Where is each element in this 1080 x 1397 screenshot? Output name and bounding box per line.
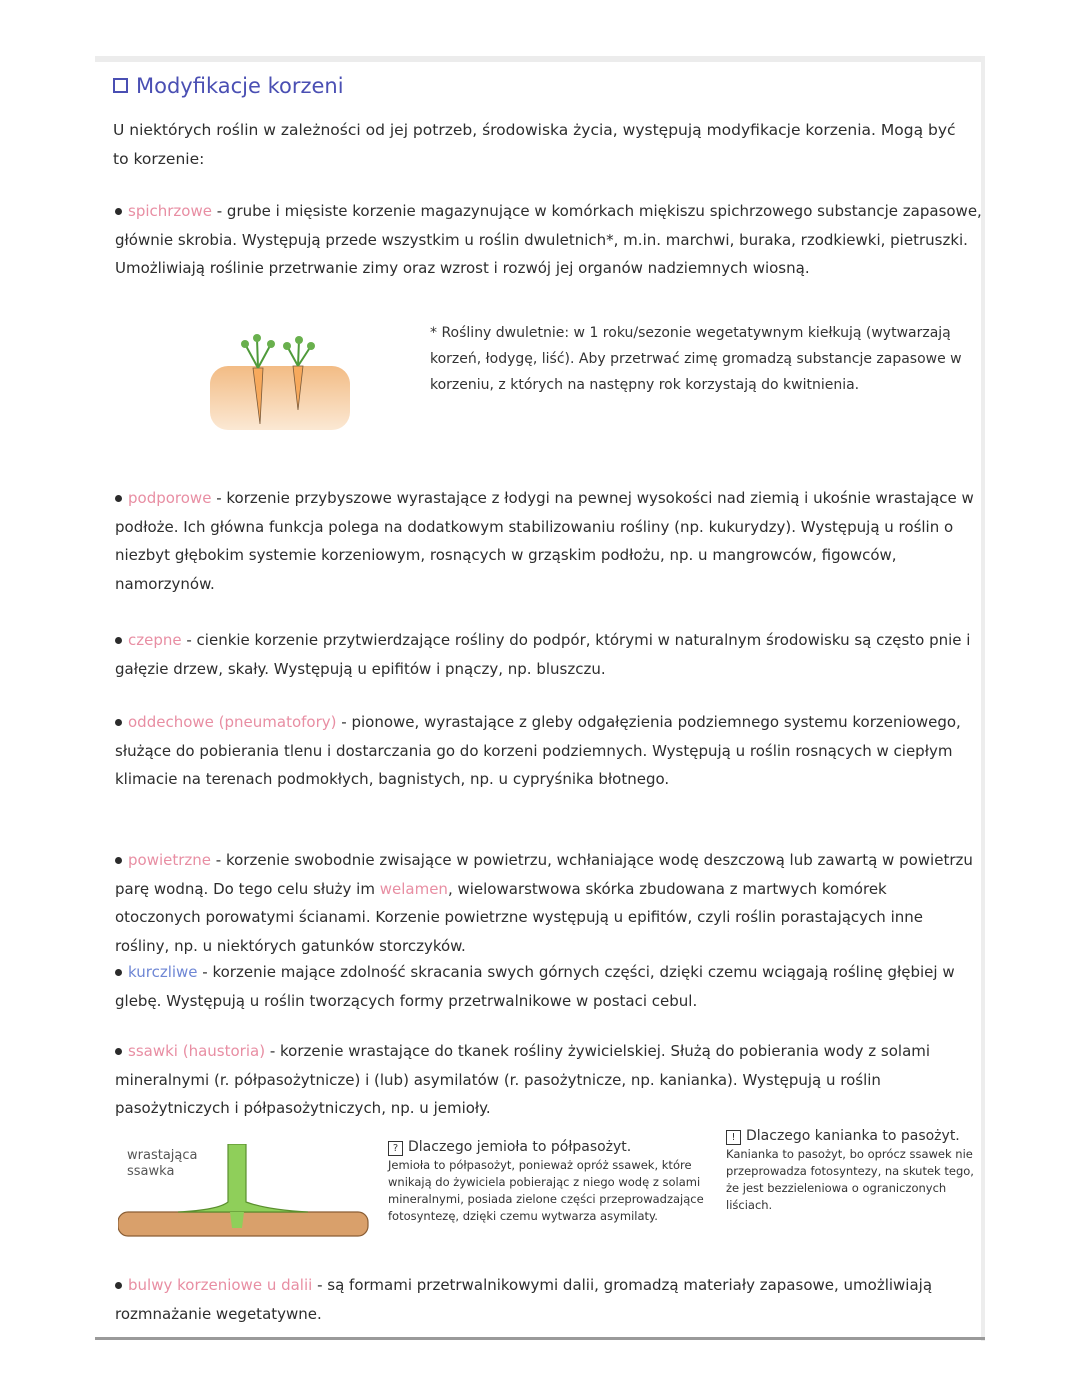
term-alt: haustoria bbox=[188, 1042, 260, 1060]
question-answer: Kanianka to pasożyt, bo oprócz ssawek nie przeprowadza fotosyntezy, na skutek tego, że jest bezzieleniowa o ograniczonych liściach. bbox=[726, 1147, 974, 1212]
term: kurczliwe bbox=[128, 963, 198, 981]
page-title: Modyfikacje korzeni bbox=[113, 74, 344, 98]
intro-text: U niektórych roślin w zależności od jej potrzeb, środowiska życia, występują modyfikacje korzenia. Mogą być to korzenie: bbox=[113, 121, 956, 168]
list-item-powietrzne bbox=[115, 846, 975, 960]
list-item-czepne bbox=[115, 626, 975, 683]
haustorium-root bbox=[230, 1212, 244, 1228]
list-item-oddechowe bbox=[115, 708, 975, 794]
checkbox-icon bbox=[113, 78, 128, 93]
exclamation-icon: ! bbox=[726, 1130, 741, 1145]
term-open-paren: ( bbox=[177, 1042, 189, 1060]
list-item-spichrzowe bbox=[115, 197, 985, 283]
list-item-podporowe bbox=[115, 484, 975, 598]
bullet-icon bbox=[115, 1048, 122, 1055]
question-icon: ? bbox=[388, 1141, 403, 1156]
term: spichrzowe bbox=[128, 202, 212, 220]
definition-part-2: , wielowarstwowa skórka zbudowana z martwych komórek otoczonych porowatymi ścianami. Korzenie powietrzne występują u epifitów, czyli roślin porastających inne rośliny, np. u niektórych gatunków storczyków. bbox=[115, 879, 923, 955]
bullet-icon bbox=[115, 208, 122, 215]
term-open-paren: ( bbox=[213, 713, 225, 731]
top-edge bbox=[95, 56, 985, 62]
definition: - cienkie korzenie przytwierdzające rośliny do podpór, którymi w naturalnym środowisku są często pnie i gałęzie drzew, skały. Występują u epifitów i pnączy, np. bluszczu. bbox=[115, 631, 971, 678]
bottom-edge bbox=[95, 1337, 985, 1340]
question-box-jemiola bbox=[388, 1137, 718, 1225]
question-title: Dlaczego jemioła to półpasożyt. bbox=[408, 1139, 632, 1155]
definition-part-1: - korzenie swobodnie zwisające w powietrzu, wchłaniające wodę deszczową lub zawartą w powietrzu parę wodną. Do tego celu służy im bbox=[115, 851, 973, 898]
bullet-icon bbox=[115, 1282, 122, 1289]
question-title: Dlaczego kanianka to pasożyt. bbox=[746, 1128, 960, 1144]
leaf-tips bbox=[241, 334, 315, 350]
definition: - pionowe, wyrastające z gleby odgałęzienia podziemnego systemu korzeniowego, służące do pobierania tlenu i dostarczania go do korzeni podziemnych. Występują u roślin rosnących w ciepłym klimacie na terenach podmokłych, bagnistych, np. u cypryśnika błotnego. bbox=[115, 713, 961, 788]
question-answer: Jemioła to półpasożyt, ponieważ opróż ssawek, które wnikają do żywiciela pobierając z niego wodę z solami mineralnymi, posiada zielone części przeprowadzające fotosyntezę, dzięki czemu wytwarza asymilaty. bbox=[388, 1158, 704, 1223]
drawing-label: wrastająca ssawka bbox=[127, 1148, 198, 1179]
term: ssawki bbox=[128, 1042, 178, 1060]
footnote: * Rośliny dwuletnie: w 1 roku/sezonie wegetatywnym kiełkują (wytwarzają korzeń, łodygę, liść). Aby przetrwać zimę gromadzą substancje zapasowe w korzeniu, z których na następny rok korzystają do kwitnienia. bbox=[430, 325, 962, 393]
list-item-ssawki bbox=[115, 1037, 975, 1123]
bullet-icon bbox=[115, 857, 122, 864]
list-item-bulwy bbox=[115, 1271, 975, 1328]
haustorium-shape bbox=[178, 1144, 308, 1212]
term: oddechowe bbox=[128, 713, 214, 731]
term-close-paren: ) bbox=[259, 1042, 266, 1060]
term-velamen: welamen bbox=[379, 879, 448, 898]
term-alt: pneumatofory bbox=[224, 713, 331, 731]
question-box-kanianka bbox=[726, 1126, 976, 1214]
term: podporowe bbox=[128, 489, 212, 507]
term-close-paren: ) bbox=[330, 713, 337, 731]
soil-shape bbox=[210, 366, 350, 430]
term: czepne bbox=[128, 631, 182, 649]
definition: - są formami przetrwalnikowymi dalii, gromadzą materiały zapasowe, umożliwiają rozmnażanie wegetatywne. bbox=[115, 1276, 933, 1323]
definition: - korzenie mające zdolność skracania swych górnych części, dzięki czemu wciągają roślinę głębiej w glebę. Występują u roślin tworzących formy przetrwalnikowe w postaci cebul. bbox=[115, 963, 955, 1010]
bullet-icon bbox=[115, 495, 122, 502]
carrot-drawing bbox=[205, 332, 355, 432]
bullet-icon bbox=[115, 637, 122, 644]
haustorium-drawing bbox=[118, 1144, 373, 1262]
bullet-icon bbox=[115, 719, 122, 726]
bullet-icon bbox=[115, 969, 122, 976]
definition: - grube i mięsiste korzenie magazynujące w komórkach miękiszu spichrzowego substancje zapasowe, głównie skrobia. Występują przede wszystkim u roślin dwuletnich*, m.in. marchwi, buraka, rzodkiewki, pietruszki. Umożliwiają roślinie przetrwanie zimy oraz wzrost i rozwój jej organów nadziemnych wiosną. bbox=[115, 202, 982, 277]
term: bulwy korzeniowe u dalii bbox=[128, 1276, 313, 1294]
definition: - korzenie wrastające do tkanek rośliny żywicielskiej. Służą do pobierania wody z solami mineralnymi (r. półpasożytnicze) i (lub) asymilatów (r. pasożytnicze, np. kanianka). Występują u roślin pasożytniczych i półpasożytniczych, np. u jemioły. bbox=[115, 1042, 931, 1117]
term: powietrzne bbox=[128, 851, 212, 869]
list-item-kurczliwe bbox=[115, 958, 975, 1015]
definition: - korzenie przybyszowe wyrastające z łodygi na pewnej wysokości nad ziemią i ukośnie wrastające w podłoże. Ich główna funkcja polega na dodatkowym stabilizowaniu rośliny (np. kukurydzy). Występują u roślin o niezbyt głębokim systemie korzeniowym, rosnących w grząskim podłożu, np. u mangrowców, figowców, namorzynów. bbox=[115, 489, 974, 593]
